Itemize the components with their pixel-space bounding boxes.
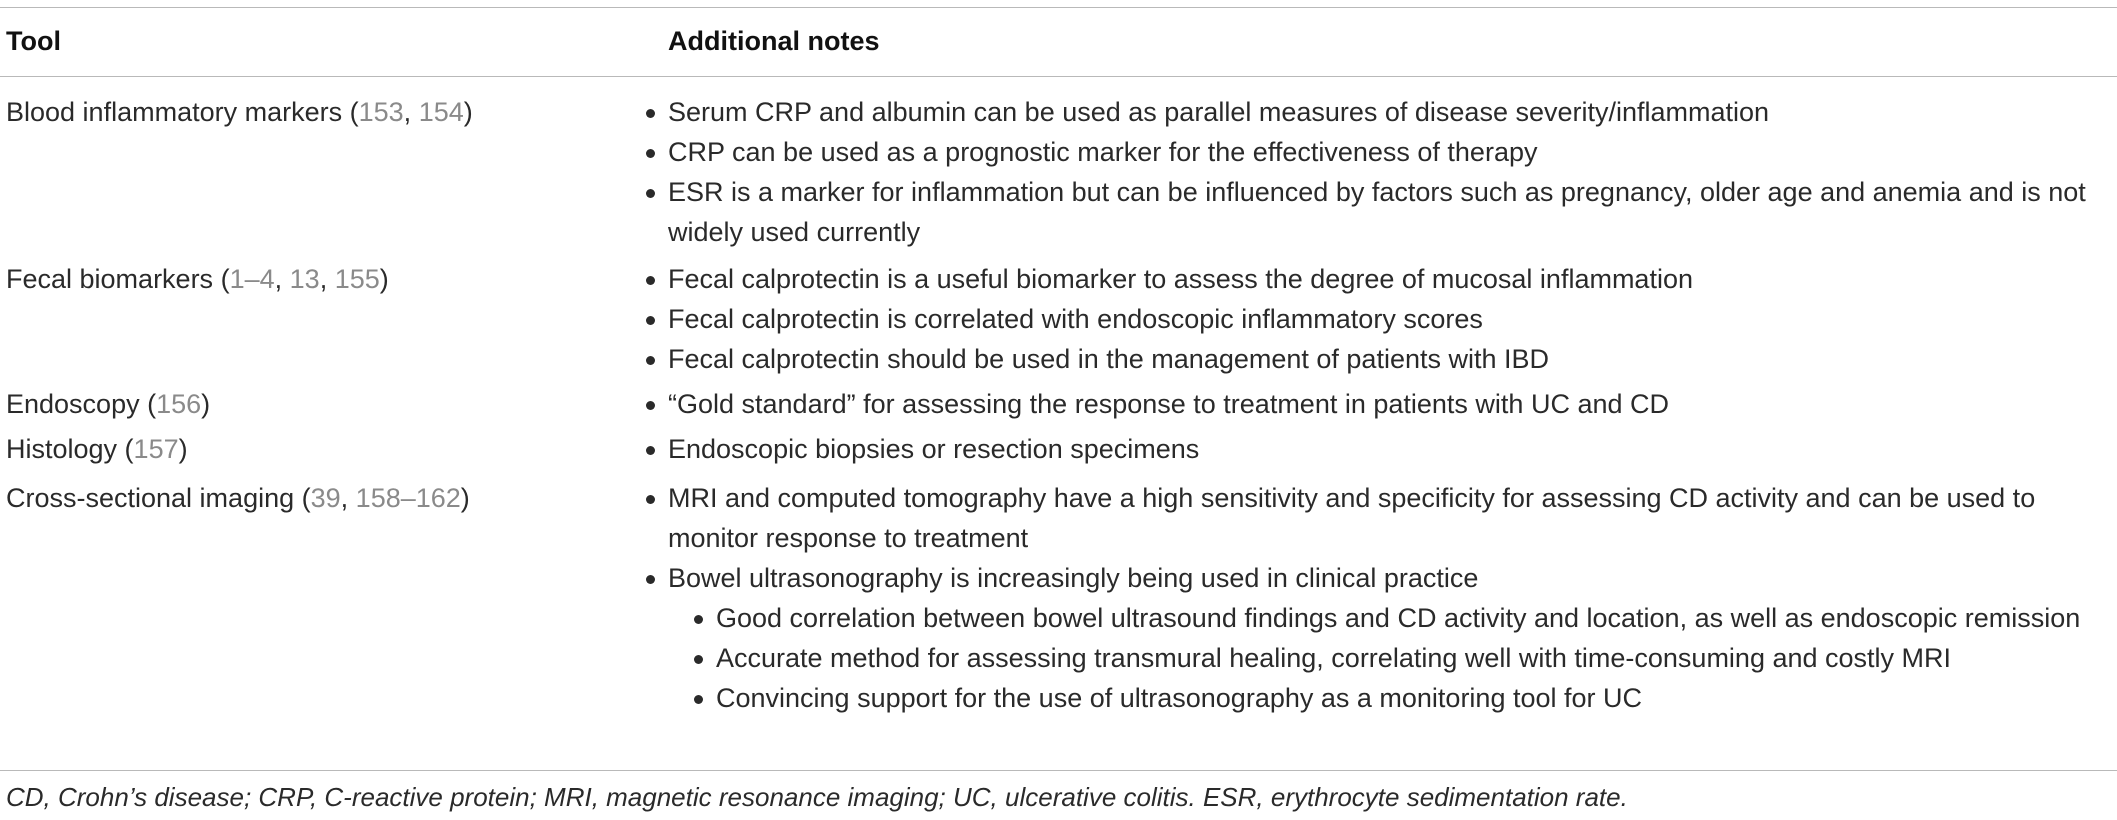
citation-link[interactable]: 155 — [334, 264, 380, 294]
bullet-icon — [694, 615, 703, 624]
citation-link[interactable]: 39 — [310, 483, 341, 513]
citation-link[interactable]: 1–4 — [229, 264, 275, 294]
citation-link[interactable]: 157 — [133, 434, 179, 464]
note-item: Serum CRP and albumin can be used as parallel measures of disease severity/inflammation — [640, 92, 2110, 132]
notes-cell — [640, 478, 2110, 718]
note-item: Fecal calprotectin is a useful biomarker to assess the degree of mucosal inflammation — [640, 259, 2110, 299]
sub-note-item: Convincing support for the use of ultrasonography as a monitoring tool for UC — [688, 678, 2110, 718]
table-footnote: CD, Crohn’s disease; CRP, C-reactive protein; MRI, magnetic resonance imaging; UC, ulcerative colitis. ESR, erythrocyte sedimentation rate. — [6, 782, 1628, 812]
table-bottom-rule — [0, 770, 2117, 771]
citation-link[interactable]: 153 — [358, 97, 404, 127]
bullet-icon — [694, 695, 703, 704]
bullet-icon — [646, 316, 655, 325]
citation-link[interactable]: 158–162 — [355, 483, 461, 513]
tool-cell: Endoscopy (156) — [6, 389, 211, 419]
note-item: Endoscopic biopsies or resection specimens — [640, 429, 2110, 469]
table-top-rule — [0, 7, 2117, 8]
citation-link[interactable]: 156 — [156, 389, 202, 419]
bullet-icon — [646, 149, 655, 158]
bullet-icon — [646, 495, 655, 504]
bullet-icon — [646, 401, 655, 410]
bullet-icon — [646, 189, 655, 198]
tool-cell: Histology (157) — [6, 434, 188, 464]
notes-cell — [640, 429, 2110, 469]
note-item: Fecal calprotectin is correlated with endoscopic inflammatory scores — [640, 299, 2110, 339]
sub-note-item: Accurate method for assessing transmural healing, correlating well with time-consuming and costly MRI — [688, 638, 2110, 678]
header-tool: Tool — [6, 26, 61, 56]
bullet-icon — [646, 575, 655, 584]
bullet-icon — [646, 356, 655, 365]
bullet-icon — [694, 655, 703, 664]
note-item: Bowel ultrasonography is increasingly being used in clinical practice — [640, 558, 2110, 598]
bullet-icon — [646, 109, 655, 118]
notes-cell — [640, 384, 2110, 424]
note-item: Fecal calprotectin should be used in the management of patients with IBD — [640, 339, 2110, 379]
bullet-icon — [646, 276, 655, 285]
citation-link[interactable]: 13 — [289, 264, 320, 294]
tool-cell: Fecal biomarkers (1–4, 13, 155) — [6, 264, 389, 294]
notes-cell — [640, 92, 2110, 252]
tool-cell: Cross-sectional imaging (39, 158–162) — [6, 483, 470, 513]
header-additional-notes: Additional notes — [668, 26, 880, 56]
note-item: ESR is a marker for inflammation but can be influenced by factors such as pregnancy, older age and anemia and is not widely used currently — [640, 172, 2110, 252]
tool-cell: Blood inflammatory markers (153, 154) — [6, 97, 473, 127]
note-item: “Gold standard” for assessing the response to treatment in patients with UC and CD — [640, 384, 2110, 424]
note-item: CRP can be used as a prognostic marker for the effectiveness of therapy — [640, 132, 2110, 172]
table-header-rule — [0, 76, 2117, 77]
sub-note-item: Good correlation between bowel ultrasound findings and CD activity and location, as well as endoscopic remission — [688, 598, 2110, 638]
notes-cell — [640, 259, 2110, 379]
citation-link[interactable]: 154 — [418, 97, 464, 127]
bullet-icon — [646, 446, 655, 455]
note-item: MRI and computed tomography have a high sensitivity and specificity for assessing CD activity and can be used to monitor response to treatment — [640, 478, 2110, 558]
